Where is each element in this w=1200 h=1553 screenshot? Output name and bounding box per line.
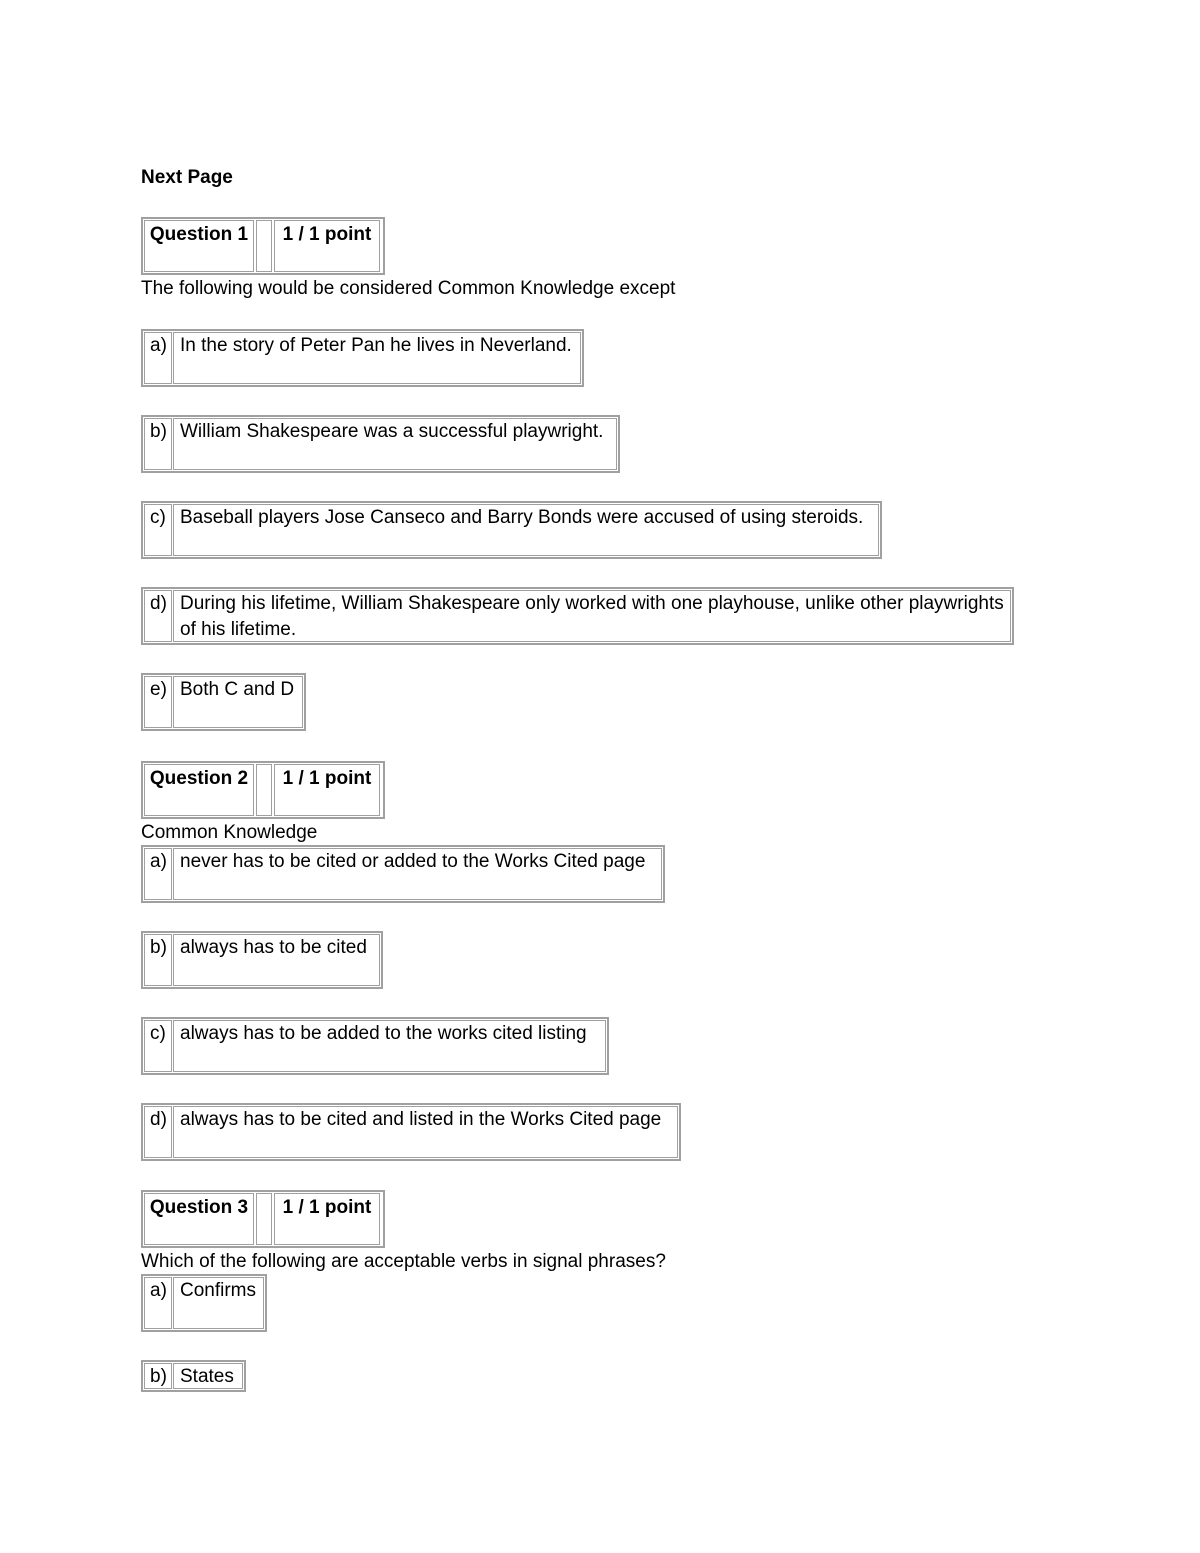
question-3-prompt: Which of the following are acceptable verbs in signal phrases?	[141, 1251, 666, 1272]
option-text: Confirms	[173, 1277, 264, 1329]
option-text: Both C and D	[173, 676, 303, 728]
option-letter: e)	[144, 676, 172, 728]
q1-option-a[interactable]	[141, 329, 584, 387]
q1-option-c[interactable]	[141, 501, 882, 559]
question-points: 1 / 1 point	[274, 220, 380, 272]
option-letter: c)	[144, 504, 172, 556]
option-text: States	[173, 1363, 243, 1389]
question-2-header	[141, 761, 385, 819]
q3-option-b[interactable]	[141, 1360, 246, 1392]
question-label: Question 2	[144, 764, 254, 816]
q2-option-a[interactable]	[141, 845, 665, 903]
option-text: During his lifetime, William Shakespeare only worked with one playhouse, unlike other playwrights of his lifetime.	[173, 590, 1011, 642]
header-spacer	[256, 220, 272, 272]
option-letter: a)	[144, 848, 172, 900]
question-2-prompt: Common Knowledge	[141, 822, 318, 843]
question-label: Question 3	[144, 1193, 254, 1245]
option-text: In the story of Peter Pan he lives in Neverland.	[173, 332, 581, 384]
page-heading: Next Page	[141, 167, 233, 188]
option-letter: d)	[144, 1106, 172, 1158]
option-letter: c)	[144, 1020, 172, 1072]
q1-option-d[interactable]	[141, 587, 1014, 645]
option-letter: b)	[144, 1363, 172, 1389]
header-spacer	[256, 764, 272, 816]
option-letter: a)	[144, 332, 172, 384]
question-points: 1 / 1 point	[274, 764, 380, 816]
option-text: never has to be cited or added to the Works Cited page	[173, 848, 662, 900]
option-text: Baseball players Jose Canseco and Barry Bonds were accused of using steroids.	[173, 504, 879, 556]
option-text: always has to be added to the works cited listing	[173, 1020, 606, 1072]
option-letter: a)	[144, 1277, 172, 1329]
q2-option-d[interactable]	[141, 1103, 681, 1161]
q3-option-a[interactable]	[141, 1274, 267, 1332]
option-text: always has to be cited	[173, 934, 380, 986]
q2-option-b[interactable]	[141, 931, 383, 989]
option-letter: b)	[144, 418, 172, 470]
question-points: 1 / 1 point	[274, 1193, 380, 1245]
q2-option-c[interactable]	[141, 1017, 609, 1075]
option-text: William Shakespeare was a successful playwright.	[173, 418, 617, 470]
option-letter: b)	[144, 934, 172, 986]
header-spacer	[256, 1193, 272, 1245]
q1-option-e[interactable]	[141, 673, 306, 731]
q1-option-b[interactable]	[141, 415, 620, 473]
question-1-header	[141, 217, 385, 275]
option-text: always has to be cited and listed in the Works Cited page	[173, 1106, 678, 1158]
option-letter: d)	[144, 590, 172, 642]
question-3-header	[141, 1190, 385, 1248]
question-label: Question 1	[144, 220, 254, 272]
question-1-prompt: The following would be considered Common Knowledge except	[141, 278, 676, 299]
